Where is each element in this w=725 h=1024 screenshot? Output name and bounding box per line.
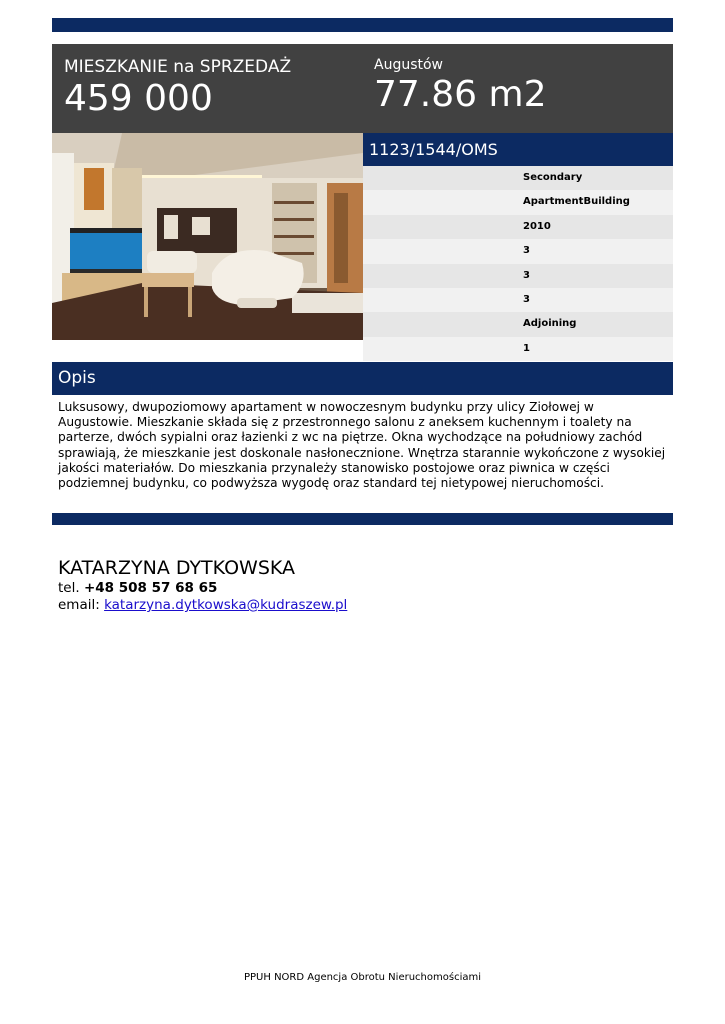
description-heading: Opis <box>52 362 673 395</box>
phone-label: tel. <box>58 580 80 596</box>
param-row: ApartmentBuilding <box>363 190 673 214</box>
listing-header <box>52 44 673 133</box>
param-row: 3 <box>363 264 673 288</box>
listing-city: Augustów <box>374 57 444 73</box>
param-row: 1 <box>363 337 673 361</box>
listing-type: MIESZKANIE na SPRZEDAŻ <box>64 57 292 77</box>
listing-area: 77.86 m2 <box>374 74 547 115</box>
param-row: Adjoining <box>363 312 673 336</box>
phone-number: +48 508 57 68 65 <box>83 580 218 596</box>
agent-name: KATARZYNA DYTKOWSKA <box>58 557 295 579</box>
email-line <box>58 597 347 614</box>
agent-contact <box>58 556 347 614</box>
reference-number: 1123/1544/OMS <box>363 133 673 166</box>
property-photo <box>52 133 363 340</box>
description-text: Luksusowy, dwupoziomowy apartament w nowoczesnym budynku przy ulicy Ziołowej w Augustowie. Mieszkanie składa się z przestronnego salonu z aneksem kuchennym i toalety na parterze, dwóch sypialni oraz łazienki z wc na piętrze. Okna wychodzące na południowy zachód sprawiają, że mieszkanie jest doskonale nasłonecznione. Wnętrza starannie wykończone z wysokiej jakości materiałów. Do mieszkania przynależy stanowisko postojowe oraz piwnica w części podziemnej budynku, co podwyższa wygodę oraz standard tej nietypowej nieruchomości. <box>58 400 666 491</box>
header-left <box>64 56 291 120</box>
listing-price: 459 000 <box>64 78 213 119</box>
header-right <box>374 56 546 116</box>
params-table <box>363 166 673 361</box>
email-label: email: <box>58 597 100 613</box>
param-row: 3 <box>363 239 673 263</box>
section-divider-bar <box>52 513 673 525</box>
top-accent-bar <box>52 18 673 32</box>
phone-line <box>58 580 347 597</box>
email-link[interactable]: katarzyna.dytkowska@kudraszew.pl <box>104 597 348 613</box>
param-row: 3 <box>363 288 673 312</box>
param-row: Secondary <box>363 166 673 190</box>
footer-company: PPUH NORD Agencja Obrotu Nieruchomościami <box>244 972 481 983</box>
param-row: 2010 <box>363 215 673 239</box>
